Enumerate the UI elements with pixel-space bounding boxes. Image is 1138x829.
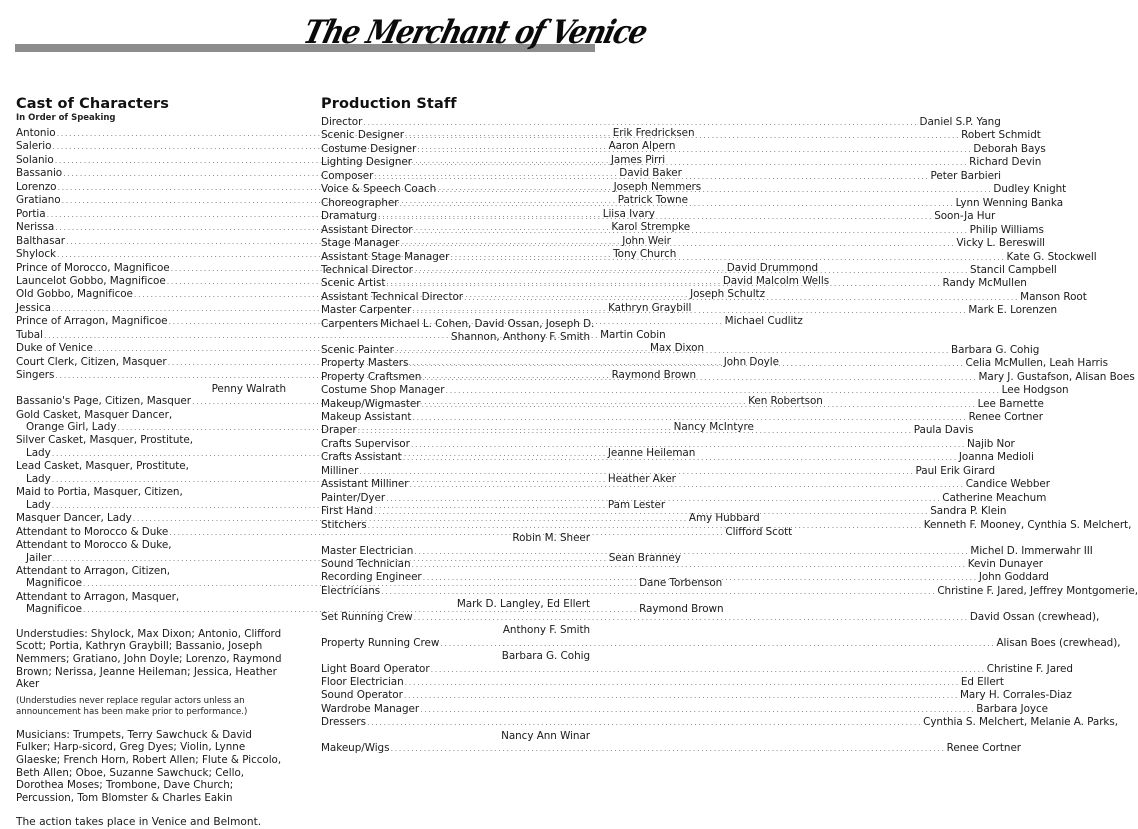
cast-actor: James Pirri: [610, 153, 666, 166]
dot-leader: [405, 130, 960, 142]
cast-role-line: Attendant to Morocco & Duke,: [16, 539, 172, 552]
staff-role: Stitchers: [321, 518, 367, 531]
staff-role: Painter/Dyer: [321, 491, 386, 504]
cast-role: Singers: [16, 369, 55, 382]
staff-role: Property Craftsmen: [321, 370, 422, 383]
cast-role: Lady: [26, 446, 51, 459]
staff-role: Sound Operator: [321, 689, 403, 702]
staff-name: Joanna Medioli: [958, 451, 1034, 464]
staff-heading: Production Staff: [321, 96, 457, 112]
understudies-note: (Understudies never replace regular actors unless an announcement has been make prior to performance.): [16, 695, 248, 717]
staff-name: Renee Cortner: [946, 742, 1022, 755]
staff-role: Set Running Crew: [321, 610, 413, 623]
dot-leader: [412, 305, 967, 317]
staff-role: Light Board Operator: [321, 662, 430, 675]
staff-name: Catherine Meachum: [942, 491, 1047, 504]
cast-role: Balthasar: [16, 234, 66, 247]
cast-actor: Kathryn Graybill: [608, 301, 692, 314]
staff-name: Najib Nor: [967, 437, 1015, 450]
staff-role: Assistant Director: [321, 223, 413, 236]
dot-leader: [423, 572, 978, 584]
staff-name: Michael L. Cohen, David Ossan, Joseph D.: [380, 317, 595, 330]
staff-role: Recording Engineer: [321, 571, 422, 584]
cast-subheading: In Order of Speaking: [16, 113, 116, 123]
staff-role: Sound Technician: [321, 557, 411, 570]
dot-leader: [390, 743, 945, 755]
cast-role: Orange Girl, Lady: [26, 420, 117, 433]
staff-entry: [321, 742, 1022, 755]
staff-entry: [321, 716, 1119, 729]
cast-role: Salerio: [16, 140, 52, 153]
staff-role: Scenic Painter: [321, 343, 394, 356]
staff-name: David Ossan (crewhead),: [969, 610, 1100, 623]
staff-name: Cynthia S. Melchert, Melanie A. Parks,: [923, 716, 1119, 729]
cast-role: Magnificoe: [26, 603, 82, 616]
page-title-logo: The Merchant of Venice: [299, 13, 651, 52]
staff-name: Peter Barbieri: [930, 169, 1001, 182]
cast-role: Old Gobbo, Magnificoe: [16, 288, 133, 301]
staff-role: Assistant Technical Director: [321, 290, 463, 303]
dot-leader: [422, 372, 977, 384]
staff-name-continued: Shannon, Anthony F. Smith: [451, 331, 590, 344]
staff-name: Alisan Boes (crewhead),: [996, 636, 1121, 649]
dot-leader: [359, 466, 914, 478]
staff-role: Costume Designer: [321, 142, 417, 155]
staff-name: Manson Root: [1020, 290, 1087, 303]
cast-role: Shylock: [16, 248, 56, 261]
cast-role: Nerissa: [16, 221, 55, 234]
dot-leader: [413, 157, 968, 169]
dot-leader: [413, 225, 968, 237]
setting-text: The action takes place in Venice and Belmont.: [16, 816, 262, 829]
cast-role: Solanio: [16, 153, 54, 166]
cast-role-line: Attendant to Arragon, Citizen,: [16, 564, 171, 577]
staff-name: Kate G. Stockwell: [1006, 250, 1097, 263]
dot-leader: [374, 506, 929, 518]
staff-role: Assistant Stage Manager: [321, 250, 450, 263]
staff-role: Electricians: [321, 584, 381, 597]
staff-role: Wardrobe Manager: [321, 702, 420, 715]
staff-entry: [321, 676, 1004, 689]
staff-name-continued: Barbara G. Cohig: [501, 650, 590, 663]
dot-leader: [368, 520, 923, 532]
staff-name: Barbara Joyce: [976, 702, 1048, 715]
staff-name: Ed Ellert: [960, 676, 1004, 689]
staff-name: Paula Davis: [913, 424, 974, 437]
staff-entry: [321, 610, 1100, 624]
staff-role: Choreographer: [321, 196, 399, 209]
cast-actor: Nancy McIntyre: [673, 420, 754, 433]
staff-name: Lee Hodgson: [1001, 384, 1069, 397]
staff-name: Soon-Ja Hur: [934, 210, 996, 223]
staff-role: Carpenters: [321, 317, 379, 330]
staff-entry: [321, 636, 1121, 650]
staff-role: Dressers: [321, 716, 366, 729]
cast-actor: Raymond Brown: [611, 369, 697, 382]
dot-leader: [358, 425, 913, 437]
staff-role: Makeup Assistant: [321, 410, 412, 423]
staff-name: Sandra P. Klein: [930, 505, 1007, 518]
cast-actor: Dane Torbenson: [639, 577, 723, 590]
cast-role: Launcelot Gobbo, Magnificoe: [16, 274, 166, 287]
cast-actor: David Malcolm Wells: [722, 274, 830, 287]
staff-name: Lynn Wenning Banka: [955, 196, 1064, 209]
cast-role: Prince of Arragon, Magnificoe: [16, 315, 168, 328]
staff-name: Kenneth F. Mooney, Cynthia S. Melchert,: [923, 518, 1132, 531]
musicians-text: Musicians: Trumpets, Terry Sawchuck & David Fulker; Harp-sicord, Greg Dyes; Violin, Lynne Glaeske; French Horn, Robert Allen; Flute & Piccolo, Beth Allen; Oboe, Suzanne Sawchuck; Cello, Dorothea Moses; Trombone, Dave Church; Percussion, Tom Blomster & Charles Eakin: [16, 728, 282, 804]
cast-role: Bassanio's Page, Citizen, Masquer: [16, 395, 191, 408]
dot-leader: [440, 638, 995, 650]
cast-role: Magnificoe: [26, 577, 82, 590]
dot-leader: [412, 412, 967, 424]
staff-role: Assistant Milliner: [321, 478, 409, 491]
staff-name: Dudley Knight: [993, 183, 1067, 196]
cast-actor: Clifford Scott: [725, 525, 793, 538]
cast-actor: Karol Strempke: [611, 221, 691, 234]
staff-role: Crafts Supervisor: [321, 437, 410, 450]
dot-leader: [414, 265, 969, 277]
staff-name: Vicky L. Bereswill: [956, 237, 1046, 250]
staff-name: Daniel S.P. Yang: [919, 116, 1001, 128]
cast-actor: Tony Church: [613, 248, 677, 261]
staff-role: Scenic Artist: [321, 277, 386, 290]
staff-name: Christine F. Jared: [986, 662, 1073, 675]
cast-actor: John Weir: [622, 234, 671, 247]
cast-role: Jailer: [26, 551, 52, 564]
cast-actor: Erik Fredricksen: [612, 127, 695, 139]
dot-leader: [420, 704, 975, 716]
staff-entry: [321, 662, 1073, 676]
staff-role: Lighting Designer: [321, 156, 412, 169]
cast-role: Masquer Dancer, Lady: [16, 512, 132, 525]
dot-leader: [381, 586, 936, 598]
staff-name: Robert Schmidt: [961, 129, 1041, 142]
cast-actor: Amy Hubbard: [688, 512, 760, 525]
staff-role: Costume Shop Manager: [321, 384, 445, 397]
cast-role: Lady: [26, 472, 51, 485]
staff-role: Dramaturg: [321, 210, 378, 223]
cast-actor: Joseph Nemmers: [613, 180, 702, 193]
staff-name: Renee Cortner: [968, 410, 1043, 423]
dot-leader: [409, 355, 964, 370]
dot-leader: [421, 399, 976, 411]
staff-role: Voice & Speech Coach: [321, 183, 437, 196]
understudies-text: Understudies: Shylock, Max Dixon; Antonio, Clifford Scott; Portia, Kathryn Graybill; Bassanio, Joseph Nemmers; Gratiano, John Doyle; Lorenzo, Raymond Brown; Nerissa, Jeanne Heileman; Jessica, Heather Aker: [16, 627, 282, 691]
staff-role: Composer: [321, 169, 374, 182]
cast-actor: Pam Lester: [607, 498, 666, 511]
dot-leader: [386, 493, 941, 505]
staff-entry: [321, 702, 1048, 716]
staff-role: Scenic Designer: [321, 129, 404, 142]
cast-role: Jessica: [16, 301, 51, 314]
staff-name: John Goddard: [978, 571, 1049, 584]
dot-leader: [399, 198, 954, 210]
cast-role: Prince of Morocco, Magnificoe: [16, 261, 170, 274]
cast-role: Gratiano: [16, 194, 61, 207]
cast-actor: John Doyle: [723, 355, 779, 368]
staff-entry: [321, 317, 595, 331]
staff-role: Master Carpenter: [321, 304, 412, 317]
cast-actor: Jeanne Heileman: [607, 446, 696, 459]
staff-name: Celia McMullen, Leah Harris: [965, 357, 1108, 370]
staff-name: Barbara G. Cohig: [951, 343, 1040, 356]
dot-leader: [405, 677, 960, 689]
dot-leader: [395, 345, 950, 357]
staff-role: Draper: [321, 424, 357, 437]
staff-name-continued: Nancy Ann Winar: [501, 729, 590, 742]
cast-role: Attendant to Morocco & Duke: [16, 525, 169, 538]
staff-role: Stage Manager: [321, 237, 400, 250]
staff-name: Richard Devin: [969, 156, 1042, 169]
dot-leader: [378, 211, 933, 223]
staff-name: Paul Erik Girard: [915, 464, 995, 477]
dot-leader: [400, 238, 955, 250]
staff-name: Christine F. Jared, Jeffrey Montgomerie,: [937, 584, 1138, 597]
staff-entry: [321, 689, 1072, 702]
cast-actor: Joseph Schultz: [690, 288, 765, 301]
cast-actor: Liisa Ivary: [602, 207, 655, 220]
dot-leader: [414, 546, 969, 558]
cast-heading: Cast of Characters: [16, 96, 169, 112]
staff-name: Mary J. Gustafson, Alisan Boes: [978, 370, 1135, 383]
staff-name: Deborah Bays: [973, 142, 1046, 155]
cast-role-line: Maid to Portia, Masquer, Citizen,: [16, 486, 183, 499]
staff-name: Stancil Campbell: [970, 263, 1057, 276]
cast-role: Tubal: [16, 328, 43, 341]
staff-name: Mary H. Corrales-Diaz: [960, 689, 1072, 702]
staff-name: Lee Barnette: [977, 397, 1044, 410]
staff-entry: [321, 584, 1138, 598]
cast-actor: Max Dixon: [650, 342, 704, 355]
staff-entry: [321, 116, 1001, 129]
cast-role: Portia: [16, 207, 46, 220]
cast-role: Court Clerk, Citizen, Masquer: [16, 355, 167, 368]
dot-leader: [417, 144, 972, 156]
staff-role: First Hand: [321, 505, 374, 518]
staff-name-continued: Robin M. Sheer: [512, 532, 590, 545]
cast-actor-continued: Penny Walrath: [211, 382, 286, 395]
dot-leader: [437, 184, 992, 196]
cast-role-line: Attendant to Arragon, Masquer,: [16, 590, 180, 603]
cast-actor: Sean Branney: [608, 551, 681, 564]
staff-name: Candice Webber: [965, 478, 1050, 491]
dot-leader: [404, 690, 959, 702]
staff-role: Property Masters: [321, 357, 409, 370]
cast-actor: Raymond Brown: [639, 603, 724, 616]
dot-leader: [403, 452, 958, 464]
cast-role: Lady: [26, 498, 51, 511]
staff-role: Makeup/Wigmaster: [321, 397, 421, 410]
staff-name: Mark E. Lorenzen: [968, 304, 1058, 317]
cast-role-line: Lead Casket, Masquer, Prostitute,: [16, 460, 189, 473]
cast-role-line: Gold Casket, Masquer Dancer,: [16, 408, 173, 421]
dot-leader: [412, 559, 967, 571]
dot-leader: [464, 292, 1019, 304]
cast-role: Bassanio: [16, 167, 63, 180]
cast-actor: Aaron Alpern: [608, 140, 676, 153]
dot-leader: [431, 664, 986, 676]
staff-role: Director: [321, 116, 363, 128]
cast-actor: David Baker: [619, 167, 682, 180]
staff-name: Kevin Dunayer: [967, 557, 1044, 570]
staff-entry: [321, 464, 995, 478]
staff-role: Crafts Assistant: [321, 451, 402, 464]
dot-leader: [386, 278, 941, 290]
staff-entry: [321, 384, 1069, 397]
staff-role: Master Electrician: [321, 544, 414, 557]
dot-leader: [367, 717, 922, 729]
staff-role: Technical Director: [321, 263, 413, 276]
dot-leader: [410, 479, 965, 491]
cast-actor: Heather Aker: [607, 472, 676, 485]
staff-name-continued: Mark D. Langley, Ed Ellert: [456, 598, 590, 611]
staff-role: Floor Electrician: [321, 676, 404, 689]
staff-name-continued: Anthony F. Smith: [502, 624, 590, 637]
dot-leader: [374, 171, 929, 183]
cast-role-line: Silver Casket, Masquer, Prostitute,: [16, 434, 193, 447]
cast-role: Lorenzo: [16, 180, 57, 193]
dot-leader: [414, 612, 969, 624]
staff-name: Michel D. Immerwahr III: [970, 544, 1093, 557]
dot-leader: [363, 117, 918, 129]
dot-leader: [450, 252, 1005, 264]
cast-role: Duke of Venice: [16, 342, 93, 355]
staff-name: Philip Williams: [969, 223, 1044, 236]
staff-role: Property Running Crew: [321, 636, 440, 649]
staff-role: Makeup/Wigs: [321, 742, 390, 755]
staff-entry: [321, 437, 1015, 451]
cast-actor: Michael Cudlitz: [724, 315, 803, 328]
cast-actor: Patrick Towne: [617, 194, 688, 207]
staff-entry: [321, 505, 1007, 518]
cast-actor: Martin Cobin: [600, 328, 666, 341]
staff-entry: [321, 410, 1043, 424]
staff-name: Randy McMullen: [942, 277, 1027, 290]
dot-leader: [446, 385, 1001, 397]
cast-role: Antonio: [16, 127, 56, 139]
cast-actor: Ken Robertson: [748, 395, 823, 408]
cast-actor: David Drummond: [726, 261, 819, 274]
staff-role: Milliner: [321, 464, 359, 477]
dot-leader: [411, 439, 966, 451]
